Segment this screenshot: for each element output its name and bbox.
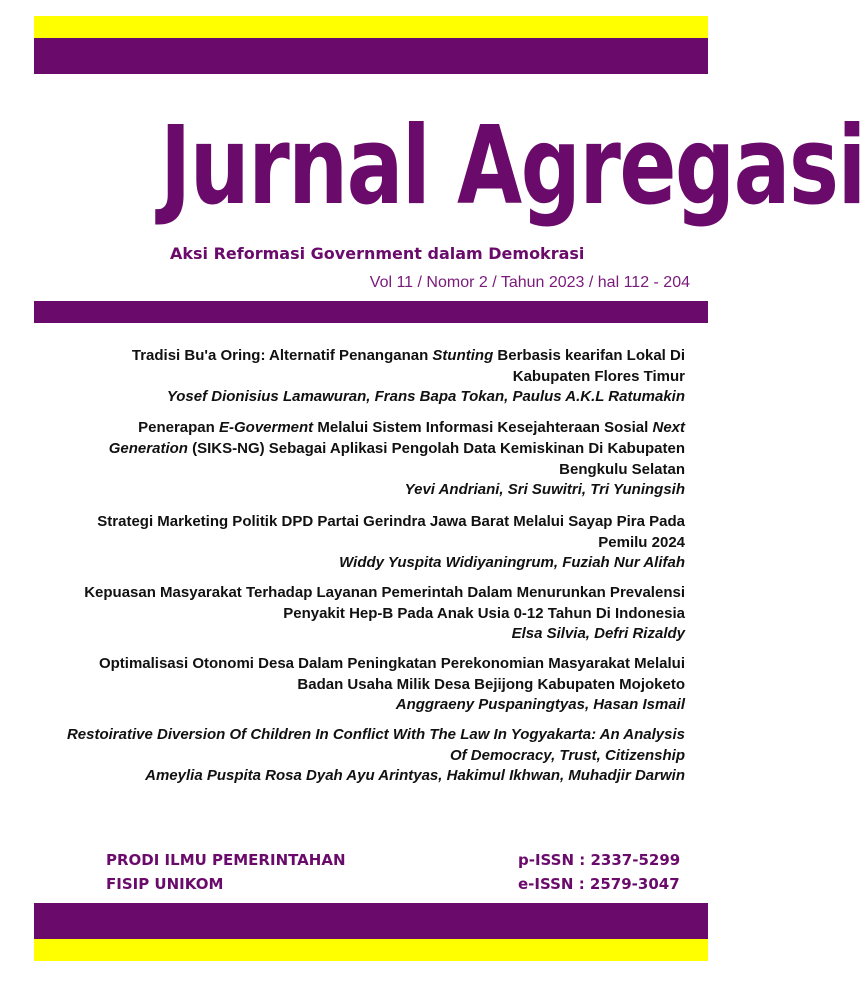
article-title: Tradisi Bu'a Oring: Alternatif Penanganan Stunting Berbasis kearifan Lokal Di Kabupaten Flores Timur xyxy=(131,347,685,385)
top-purple-band xyxy=(34,38,708,74)
article-5 xyxy=(80,653,685,715)
article-authors: Elsa Silvia, Defri Rizaldy xyxy=(511,625,685,642)
article-authors: Ameylia Puspita Rosa Dyah Ayu Arintyas, Hakimul Ikhwan, Muhadjir Darwin xyxy=(145,767,685,784)
article-title: Strategi Marketing Politik DPD Partai Gerindra Jawa Barat Melalui Sayap Pira Pada Pemilu 2024 xyxy=(97,513,685,551)
middle-purple-band xyxy=(34,301,708,323)
journal-title: Jurnal Agregasi xyxy=(160,104,865,229)
volume-line: Vol 11 / Nomor 2 / Tahun 2023 / hal 112 - 204 xyxy=(369,274,690,291)
article-1 xyxy=(120,345,685,407)
p-issn: p-ISSN : 2337-5299 xyxy=(518,851,681,869)
journal-tagline: Aksi Reformasi Government dalam Demokrasi xyxy=(170,244,585,263)
e-issn: e-ISSN : 2579-3047 xyxy=(518,875,680,893)
article-title: Kepuasan Masyarakat Terhadap Layanan Pemerintah Dalam Menurunkan Prevalensi Penyakit Hep-B Pada Anak Usia 0-12 Tahun Di Indonesia xyxy=(84,584,685,622)
article-authors: Yosef Dionisius Lamawuran, Frans Bapa Tokan, Paulus A.K.L Ratumakin xyxy=(166,388,685,405)
article-2 xyxy=(100,417,685,500)
article-title: Penerapan E-Goverment Melalui Sistem Informasi Kesejahteraan Sosial Next Generation (SIKS-NG) Sebagai Aplikasi Pengolah Data Kemiskinan Di Kabupaten Bengkulu Selatan xyxy=(108,419,685,478)
article-3 xyxy=(80,511,685,573)
article-authors: Widdy Yuspita Widiyaningrum, Fuziah Nur Alifah xyxy=(339,554,685,571)
bottom-purple-band xyxy=(34,903,708,939)
top-yellow-band xyxy=(34,16,708,38)
article-authors: Anggraeny Puspaningtyas, Hasan Ismail xyxy=(395,696,685,713)
article-title: Restoirative Diversion Of Children In Conflict With The Law In Yogyakarta: An Analysis Of Democracy, Trust, Citizenship xyxy=(66,726,685,764)
article-authors: Yevi Andriani, Sri Suwitri, Tri Yuningsih xyxy=(404,481,685,498)
fisip-label: FISIP UNIKOM xyxy=(106,875,224,893)
article-4 xyxy=(70,582,685,644)
article-6 xyxy=(50,724,685,786)
article-title: Optimalisasi Otonomi Desa Dalam Peningkatan Perekonomian Masyarakat Melalui Badan Usaha Milik Desa Bejijong Kabupaten Mojoketo xyxy=(98,655,685,693)
prodi-label: PRODI ILMU PEMERINTAHAN xyxy=(106,851,346,869)
bottom-yellow-band xyxy=(34,939,708,961)
